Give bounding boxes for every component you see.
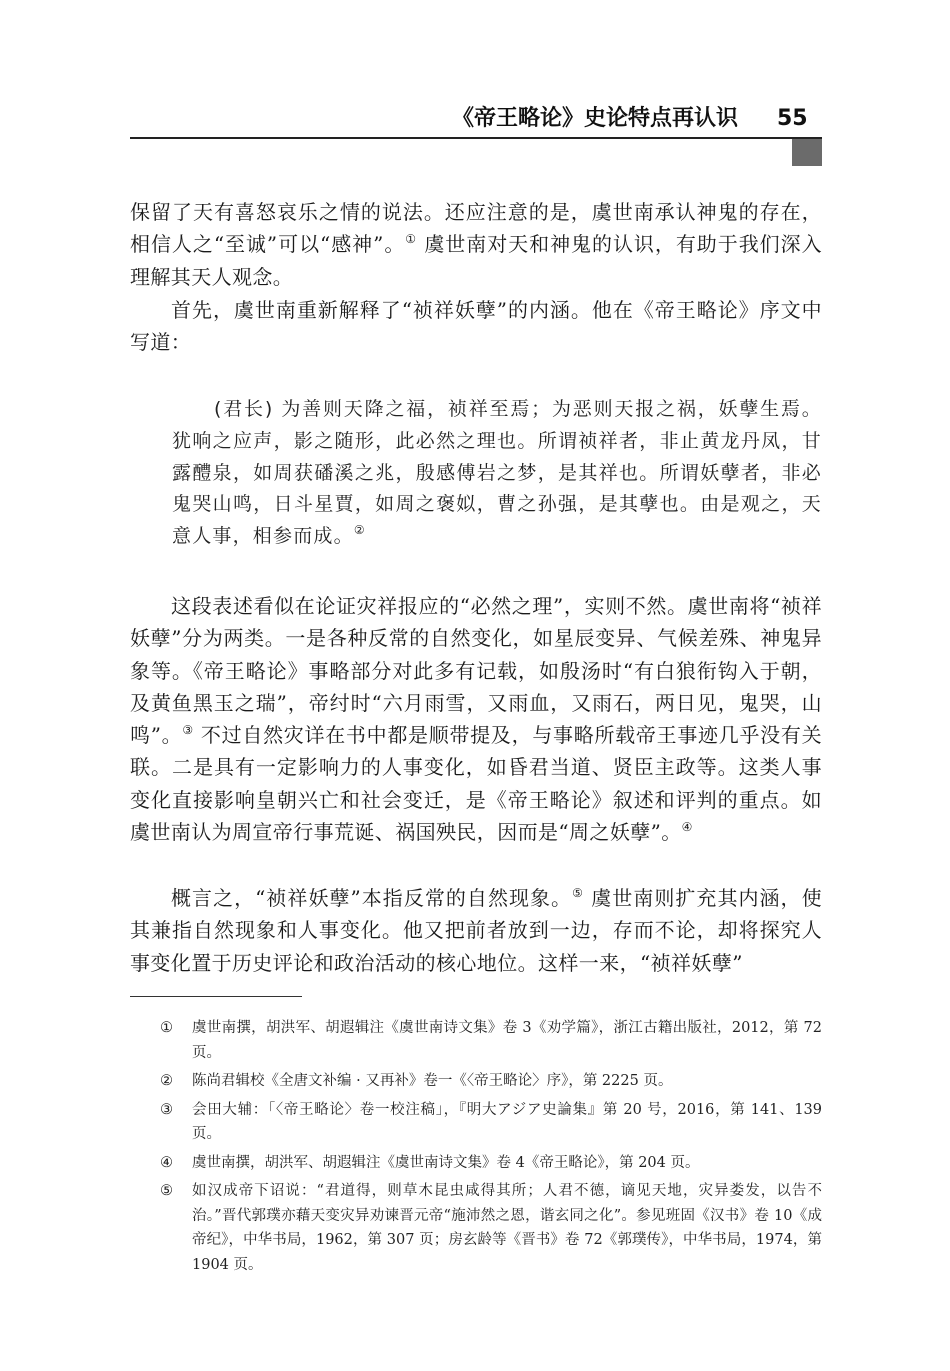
paragraph-text: 虞世南对天和神鬼的认识，有助于我们深入理解其天人观念。 — [130, 232, 822, 289]
footnote-number: ② — [160, 1073, 173, 1089]
running-header-title: 《帝王略论》史论特点再认识 — [451, 106, 738, 131]
block-quote — [172, 394, 822, 553]
footnote-text: 陈尚君辑校《全唐文补编 · 又再补》卷一《〈帝王略论〉序》，第 2225 页。 — [192, 1073, 673, 1089]
body-paragraph-3 — [130, 590, 822, 848]
body-paragraph-1 — [130, 196, 822, 293]
footnote-5 — [130, 1179, 822, 1277]
body-paragraph-2: 首先，虞世南重新解释了“祯祥妖孽”的内涵。他在《帝王略论》序文中写道： — [130, 298, 822, 355]
footnote-number: ③ — [160, 1101, 173, 1118]
footnote-number: ⑤ — [160, 1183, 173, 1199]
paragraph-text: 这段表述看似在论证灾祥报应的“必然之理”，实则不然。虞世南将“祯祥妖孽”分为两类。一是各种反常的自然变化，如星辰变异、气候差殊、神鬼异象等。《帝王略论》事略部分对此多有记载，如殷汤时“有白狼衔钩入于朝，及黄鱼黑玉之瑞”，帝纣时“六月雨雪，又雨血，又雨石，两日见，鬼哭，山鸣”。 — [130, 594, 822, 748]
footnote-ref-2[interactable]: ② — [353, 523, 366, 538]
footnote-number: ④ — [160, 1154, 173, 1171]
paragraph-text: 概言之，“祯祥妖孽”本指反常的自然现象。 — [171, 886, 573, 910]
footnote-ref-1[interactable]: ① — [405, 232, 418, 247]
header-rule — [130, 137, 822, 139]
footnote-number: ① — [160, 1020, 173, 1036]
footnote-ref-3[interactable]: ③ — [182, 723, 194, 738]
paragraph-text: 虞世南则扩充其内涵，使其兼指自然现象和人事变化。他又把前者放到一边，存而不论，却将探究人事变化置于历史评论和政治活动的核心地位。这样一来，“祯祥妖孽” — [130, 886, 822, 975]
footnote-text: 如汉成帝下诏说：“君道得，则草木昆虫咸得其所；人君不德，谪见天地，灾异娄发，以告不治。”晋代郭璞亦藉天变灾异劝谏晋元帝“施沛然之恩，谐玄同之化”。参见班固《汉书》卷 10《成帝纪》，中华书局，1962，第 307 页；房玄龄等《晋书》卷 72《郭璞传》，中华书局，1974，第 1904 页。 — [192, 1183, 822, 1273]
paragraph-text: 保留了天有喜怒哀乐之情的说法。还应注意的是，虞世南承认神鬼的存在，相信人之“至诚”可以“感神”。 — [130, 200, 822, 257]
corner-thumb-tab — [792, 139, 822, 166]
footnote-3 — [130, 1098, 822, 1147]
page-number: 55 — [777, 106, 808, 131]
footnote-separator — [130, 996, 302, 997]
footnote-text: 虞世南撰，胡洪军、胡遐辑注《虞世南诗文集》卷 4《帝王略论》，第 204 页。 — [192, 1154, 700, 1171]
footnote-text: 虞世南撰，胡洪军、胡遐辑注《虞世南诗文集》卷 3《劝学篇》，浙江古籍出版社，2012，第 72 页。 — [192, 1020, 822, 1061]
footnote-ref-4[interactable]: ④ — [681, 820, 693, 835]
footnote-4 — [130, 1151, 822, 1176]
quote-text: (君长) 为善则天降之福，祯祥至焉；为恶则天报之祸，妖孽生焉。犹响之应声，影之随形，此必然之理也。所谓祯祥者，非止黄龙丹凤，甘露醴泉，如周获磻溪之兆，殷感傅岩之梦，是其祥也。所谓妖孽者，非必鬼哭山鸣，日斗星賈，如周之褒姒，曹之孙强，是其孽也。由是观之，天意人事，相参而成。 — [172, 398, 822, 548]
paragraph-text: 不过自然灾详在书中都是顺带提及，与事略所载帝王事迹几乎没有关联。二是具有一定影响力的人事变化，如昏君当道、贤臣主政等。这类人事变化直接影响皇朝兴亡和社会变迁，是《帝王略论》叙述和评判的重点。如虞世南认为周宣帝行事荒诞、祸国殃民，因而是“周之妖孽”。 — [130, 723, 822, 845]
body-paragraph-4 — [130, 882, 822, 979]
footnote-1 — [130, 1016, 822, 1065]
footnotes — [130, 1016, 822, 1277]
footnote-text: 会田大辅：「〈帝王略论〉卷一校注稿」，『明大アジア史論集』第 20 号，2016，第 141、139 页。 — [192, 1101, 822, 1142]
footnote-ref-5[interactable]: ⑤ — [572, 886, 584, 900]
footnote-2 — [130, 1069, 822, 1094]
